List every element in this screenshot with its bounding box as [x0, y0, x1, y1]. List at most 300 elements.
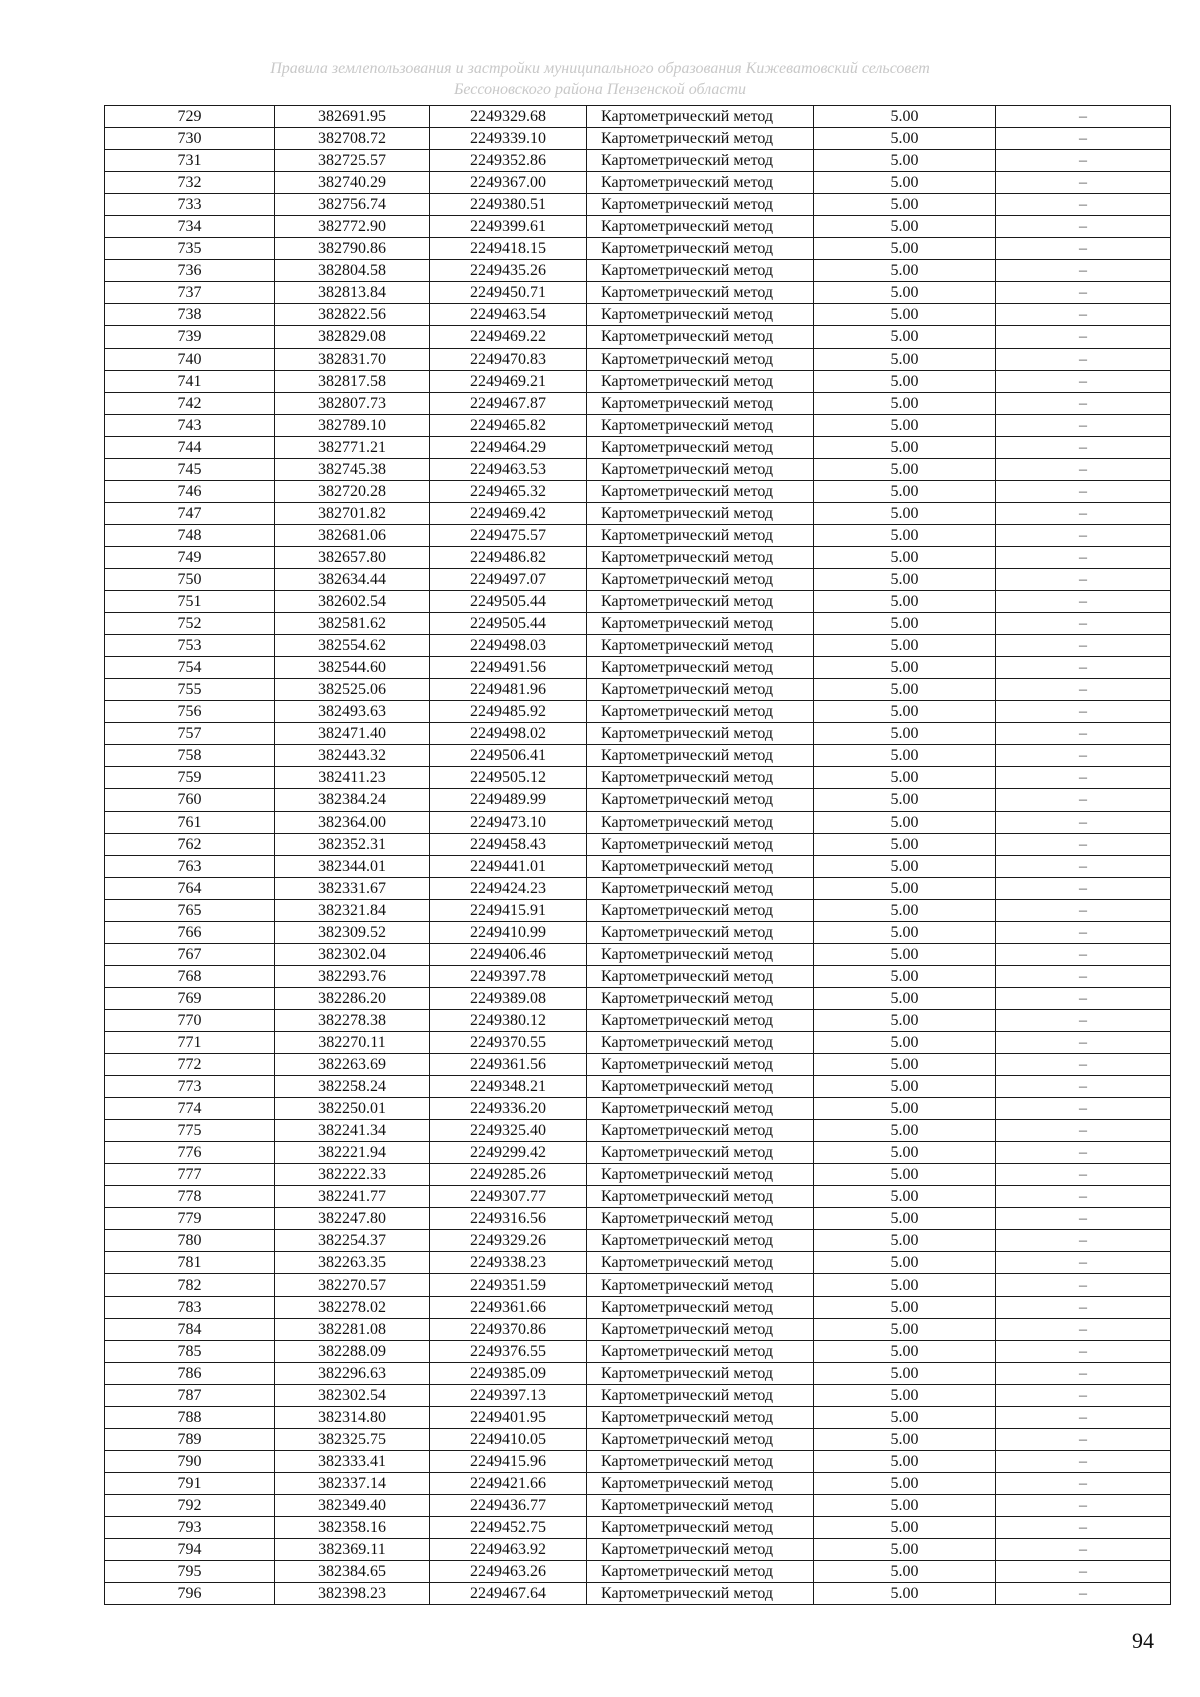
table-row — [105, 1164, 1171, 1186]
point-number-cell: 737 — [105, 282, 275, 304]
point-number-cell: 780 — [105, 1230, 275, 1252]
x-coordinate-cell: 382281.08 — [275, 1318, 430, 1340]
point-number-cell: 764 — [105, 877, 275, 899]
note-cell: – — [996, 679, 1171, 701]
table-row — [105, 635, 1171, 657]
point-number-cell: 782 — [105, 1274, 275, 1296]
point-number-cell: 781 — [105, 1252, 275, 1274]
y-coordinate-cell: 2249464.29 — [430, 436, 587, 458]
y-coordinate-cell: 2249452.75 — [430, 1517, 587, 1539]
point-number-cell: 772 — [105, 1054, 275, 1076]
table-row — [105, 1054, 1171, 1076]
note-cell: – — [996, 568, 1171, 590]
accuracy-cell: 5.00 — [814, 502, 996, 524]
method-cell: Картометрический метод — [587, 1031, 814, 1053]
method-cell: Картометрический метод — [587, 524, 814, 546]
note-cell: – — [996, 216, 1171, 238]
table-row — [105, 568, 1171, 590]
accuracy-cell: 5.00 — [814, 679, 996, 701]
x-coordinate-cell: 382602.54 — [275, 591, 430, 613]
method-cell: Картометрический метод — [587, 1406, 814, 1428]
y-coordinate-cell: 2249415.91 — [430, 899, 587, 921]
accuracy-cell: 5.00 — [814, 591, 996, 613]
y-coordinate-cell: 2249367.00 — [430, 172, 587, 194]
table-row — [105, 1539, 1171, 1561]
method-cell: Картометрический метод — [587, 546, 814, 568]
table-row — [105, 1494, 1171, 1516]
point-number-cell: 730 — [105, 128, 275, 150]
accuracy-cell: 5.00 — [814, 921, 996, 943]
accuracy-cell: 5.00 — [814, 546, 996, 568]
y-coordinate-cell: 2249336.20 — [430, 1098, 587, 1120]
point-number-cell: 774 — [105, 1098, 275, 1120]
point-number-cell: 742 — [105, 392, 275, 414]
y-coordinate-cell: 2249441.01 — [430, 855, 587, 877]
method-cell: Картометрический метод — [587, 855, 814, 877]
table-row — [105, 392, 1171, 414]
table-row — [105, 1362, 1171, 1384]
note-cell: – — [996, 1517, 1171, 1539]
point-number-cell: 771 — [105, 1031, 275, 1053]
y-coordinate-cell: 2249497.07 — [430, 568, 587, 590]
method-cell: Картометрический метод — [587, 1517, 814, 1539]
table-row — [105, 128, 1171, 150]
method-cell: Картометрический метод — [587, 723, 814, 745]
note-cell: – — [996, 546, 1171, 568]
y-coordinate-cell: 2249376.55 — [430, 1340, 587, 1362]
y-coordinate-cell: 2249348.21 — [430, 1076, 587, 1098]
x-coordinate-cell: 382411.23 — [275, 767, 430, 789]
y-coordinate-cell: 2249406.46 — [430, 943, 587, 965]
method-cell: Картометрический метод — [587, 1561, 814, 1583]
x-coordinate-cell: 382270.57 — [275, 1274, 430, 1296]
note-cell: – — [996, 1318, 1171, 1340]
point-number-cell: 733 — [105, 194, 275, 216]
accuracy-cell: 5.00 — [814, 260, 996, 282]
point-number-cell: 743 — [105, 414, 275, 436]
table-row — [105, 1098, 1171, 1120]
accuracy-cell: 5.00 — [814, 965, 996, 987]
x-coordinate-cell: 382288.09 — [275, 1340, 430, 1362]
note-cell: – — [996, 1208, 1171, 1230]
method-cell: Картометрический метод — [587, 348, 814, 370]
note-cell: – — [996, 1494, 1171, 1516]
x-coordinate-cell: 382657.80 — [275, 546, 430, 568]
x-coordinate-cell: 382756.74 — [275, 194, 430, 216]
method-cell: Картометрический метод — [587, 568, 814, 590]
method-cell: Картометрический метод — [587, 1539, 814, 1561]
point-number-cell: 775 — [105, 1120, 275, 1142]
note-cell: – — [996, 1230, 1171, 1252]
point-number-cell: 731 — [105, 150, 275, 172]
note-cell: – — [996, 1274, 1171, 1296]
x-coordinate-cell: 382813.84 — [275, 282, 430, 304]
note-cell: – — [996, 1098, 1171, 1120]
point-number-cell: 751 — [105, 591, 275, 613]
accuracy-cell: 5.00 — [814, 150, 996, 172]
method-cell: Картометрический метод — [587, 635, 814, 657]
note-cell: – — [996, 613, 1171, 635]
method-cell: Картометрический метод — [587, 1340, 814, 1362]
y-coordinate-cell: 2249450.71 — [430, 282, 587, 304]
x-coordinate-cell: 382241.34 — [275, 1120, 430, 1142]
note-cell: – — [996, 128, 1171, 150]
x-coordinate-cell: 382254.37 — [275, 1230, 430, 1252]
y-coordinate-cell: 2249339.10 — [430, 128, 587, 150]
y-coordinate-cell: 2249505.44 — [430, 613, 587, 635]
page-header — [0, 58, 1200, 100]
y-coordinate-cell: 2249491.56 — [430, 657, 587, 679]
y-coordinate-cell: 2249505.12 — [430, 767, 587, 789]
table-row — [105, 1296, 1171, 1318]
x-coordinate-cell: 382772.90 — [275, 216, 430, 238]
x-coordinate-cell: 382384.24 — [275, 789, 430, 811]
x-coordinate-cell: 382270.11 — [275, 1031, 430, 1053]
x-coordinate-cell: 382325.75 — [275, 1428, 430, 1450]
y-coordinate-cell: 2249475.57 — [430, 524, 587, 546]
accuracy-cell: 5.00 — [814, 701, 996, 723]
note-cell: – — [996, 1164, 1171, 1186]
note-cell: – — [996, 943, 1171, 965]
y-coordinate-cell: 2249421.66 — [430, 1472, 587, 1494]
y-coordinate-cell: 2249435.26 — [430, 260, 587, 282]
method-cell: Картометрический метод — [587, 745, 814, 767]
accuracy-cell: 5.00 — [814, 1583, 996, 1605]
y-coordinate-cell: 2249465.82 — [430, 414, 587, 436]
accuracy-cell: 5.00 — [814, 458, 996, 480]
accuracy-cell: 5.00 — [814, 1031, 996, 1053]
note-cell: – — [996, 502, 1171, 524]
accuracy-cell: 5.00 — [814, 128, 996, 150]
method-cell: Картометрический метод — [587, 833, 814, 855]
accuracy-cell: 5.00 — [814, 216, 996, 238]
y-coordinate-cell: 2249481.96 — [430, 679, 587, 701]
table-row — [105, 238, 1171, 260]
x-coordinate-cell: 382258.24 — [275, 1076, 430, 1098]
accuracy-cell: 5.00 — [814, 1009, 996, 1031]
note-cell: – — [996, 635, 1171, 657]
accuracy-cell: 5.00 — [814, 1428, 996, 1450]
y-coordinate-cell: 2249467.87 — [430, 392, 587, 414]
point-number-cell: 754 — [105, 657, 275, 679]
accuracy-cell: 5.00 — [814, 1340, 996, 1362]
accuracy-cell: 5.00 — [814, 855, 996, 877]
table-row — [105, 1318, 1171, 1340]
note-cell: – — [996, 326, 1171, 348]
x-coordinate-cell: 382771.21 — [275, 436, 430, 458]
note-cell: – — [996, 1362, 1171, 1384]
point-number-cell: 794 — [105, 1539, 275, 1561]
table-row — [105, 767, 1171, 789]
note-cell: – — [996, 1450, 1171, 1472]
accuracy-cell: 5.00 — [814, 1450, 996, 1472]
x-coordinate-cell: 382302.04 — [275, 943, 430, 965]
point-number-cell: 778 — [105, 1186, 275, 1208]
y-coordinate-cell: 2249325.40 — [430, 1120, 587, 1142]
point-number-cell: 757 — [105, 723, 275, 745]
accuracy-cell: 5.00 — [814, 987, 996, 1009]
table-row — [105, 1340, 1171, 1362]
point-number-cell: 766 — [105, 921, 275, 943]
x-coordinate-cell: 382817.58 — [275, 370, 430, 392]
method-cell: Картометрический метод — [587, 150, 814, 172]
accuracy-cell: 5.00 — [814, 282, 996, 304]
table-row — [105, 921, 1171, 943]
y-coordinate-cell: 2249329.68 — [430, 106, 587, 128]
method-cell: Картометрический метод — [587, 767, 814, 789]
accuracy-cell: 5.00 — [814, 172, 996, 194]
table-row — [105, 502, 1171, 524]
note-cell: – — [996, 150, 1171, 172]
accuracy-cell: 5.00 — [814, 1406, 996, 1428]
y-coordinate-cell: 2249401.95 — [430, 1406, 587, 1428]
note-cell: – — [996, 260, 1171, 282]
point-number-cell: 789 — [105, 1428, 275, 1450]
note-cell: – — [996, 987, 1171, 1009]
x-coordinate-cell: 382493.63 — [275, 701, 430, 723]
method-cell: Картометрический метод — [587, 172, 814, 194]
x-coordinate-cell: 382701.82 — [275, 502, 430, 524]
table-row — [105, 723, 1171, 745]
table-row — [105, 987, 1171, 1009]
y-coordinate-cell: 2249370.55 — [430, 1031, 587, 1053]
method-cell: Картометрический метод — [587, 1384, 814, 1406]
point-number-cell: 770 — [105, 1009, 275, 1031]
point-number-cell: 792 — [105, 1494, 275, 1516]
method-cell: Картометрический метод — [587, 1583, 814, 1605]
header-line-2: Бессоновского района Пензенской области — [453, 81, 747, 98]
point-number-cell: 744 — [105, 436, 275, 458]
table-row — [105, 657, 1171, 679]
point-number-cell: 767 — [105, 943, 275, 965]
y-coordinate-cell: 2249469.21 — [430, 370, 587, 392]
point-number-cell: 773 — [105, 1076, 275, 1098]
note-cell: – — [996, 921, 1171, 943]
table-row — [105, 1009, 1171, 1031]
table-row — [105, 1561, 1171, 1583]
accuracy-cell: 5.00 — [814, 238, 996, 260]
method-cell: Картометрический метод — [587, 392, 814, 414]
method-cell: Картометрический метод — [587, 789, 814, 811]
method-cell: Картометрический метод — [587, 1208, 814, 1230]
x-coordinate-cell: 382634.44 — [275, 568, 430, 590]
method-cell: Картометрический метод — [587, 679, 814, 701]
point-number-cell: 748 — [105, 524, 275, 546]
accuracy-cell: 5.00 — [814, 304, 996, 326]
method-cell: Картометрический метод — [587, 1098, 814, 1120]
x-coordinate-cell: 382309.52 — [275, 921, 430, 943]
x-coordinate-cell: 382302.54 — [275, 1384, 430, 1406]
point-number-cell: 788 — [105, 1406, 275, 1428]
method-cell: Картометрический метод — [587, 811, 814, 833]
note-cell: – — [996, 811, 1171, 833]
note-cell: – — [996, 1340, 1171, 1362]
accuracy-cell: 5.00 — [814, 877, 996, 899]
table-row — [105, 1472, 1171, 1494]
note-cell: – — [996, 877, 1171, 899]
point-number-cell: 739 — [105, 326, 275, 348]
x-coordinate-cell: 382789.10 — [275, 414, 430, 436]
point-number-cell: 776 — [105, 1142, 275, 1164]
x-coordinate-cell: 382222.33 — [275, 1164, 430, 1186]
accuracy-cell: 5.00 — [814, 1054, 996, 1076]
x-coordinate-cell: 382286.20 — [275, 987, 430, 1009]
accuracy-cell: 5.00 — [814, 833, 996, 855]
accuracy-cell: 5.00 — [814, 392, 996, 414]
y-coordinate-cell: 2249316.56 — [430, 1208, 587, 1230]
y-coordinate-cell: 2249463.26 — [430, 1561, 587, 1583]
point-number-cell: 759 — [105, 767, 275, 789]
point-number-cell: 793 — [105, 1517, 275, 1539]
x-coordinate-cell: 382331.67 — [275, 877, 430, 899]
accuracy-cell: 5.00 — [814, 194, 996, 216]
y-coordinate-cell: 2249498.03 — [430, 635, 587, 657]
accuracy-cell: 5.00 — [814, 1362, 996, 1384]
point-number-cell: 750 — [105, 568, 275, 590]
accuracy-cell: 5.00 — [814, 767, 996, 789]
table-row — [105, 613, 1171, 635]
y-coordinate-cell: 2249370.86 — [430, 1318, 587, 1340]
accuracy-cell: 5.00 — [814, 943, 996, 965]
x-coordinate-cell: 382544.60 — [275, 657, 430, 679]
note-cell: – — [996, 745, 1171, 767]
method-cell: Картометрический метод — [587, 943, 814, 965]
x-coordinate-cell: 382352.31 — [275, 833, 430, 855]
point-number-cell: 761 — [105, 811, 275, 833]
note-cell: – — [996, 106, 1171, 128]
table-row — [105, 1208, 1171, 1230]
accuracy-cell: 5.00 — [814, 1318, 996, 1340]
x-coordinate-cell: 382263.69 — [275, 1054, 430, 1076]
accuracy-cell: 5.00 — [814, 723, 996, 745]
table-row — [105, 546, 1171, 568]
y-coordinate-cell: 2249385.09 — [430, 1362, 587, 1384]
method-cell: Картометрический метод — [587, 1450, 814, 1472]
method-cell: Картометрический метод — [587, 613, 814, 635]
method-cell: Картометрический метод — [587, 1054, 814, 1076]
point-number-cell: 749 — [105, 546, 275, 568]
y-coordinate-cell: 2249473.10 — [430, 811, 587, 833]
method-cell: Картометрический метод — [587, 965, 814, 987]
point-number-cell: 745 — [105, 458, 275, 480]
method-cell: Картометрический метод — [587, 480, 814, 502]
table-row — [105, 326, 1171, 348]
note-cell: – — [996, 392, 1171, 414]
point-number-cell: 787 — [105, 1384, 275, 1406]
y-coordinate-cell: 2249485.92 — [430, 701, 587, 723]
y-coordinate-cell: 2249424.23 — [430, 877, 587, 899]
y-coordinate-cell: 2249505.44 — [430, 591, 587, 613]
method-cell: Картометрический метод — [587, 877, 814, 899]
note-cell: – — [996, 458, 1171, 480]
point-number-cell: 740 — [105, 348, 275, 370]
note-cell: – — [996, 524, 1171, 546]
method-cell: Картометрический метод — [587, 370, 814, 392]
y-coordinate-cell: 2249436.77 — [430, 1494, 587, 1516]
table-row — [105, 1252, 1171, 1274]
accuracy-cell: 5.00 — [814, 899, 996, 921]
y-coordinate-cell: 2249463.54 — [430, 304, 587, 326]
y-coordinate-cell: 2249397.13 — [430, 1384, 587, 1406]
table-row — [105, 458, 1171, 480]
point-number-cell: 760 — [105, 789, 275, 811]
y-coordinate-cell: 2249463.53 — [430, 458, 587, 480]
note-cell: – — [996, 414, 1171, 436]
y-coordinate-cell: 2249352.86 — [430, 150, 587, 172]
accuracy-cell: 5.00 — [814, 1142, 996, 1164]
x-coordinate-cell: 382263.35 — [275, 1252, 430, 1274]
note-cell: – — [996, 304, 1171, 326]
table-row — [105, 436, 1171, 458]
x-coordinate-cell: 382525.06 — [275, 679, 430, 701]
y-coordinate-cell: 2249489.99 — [430, 789, 587, 811]
method-cell: Картометрический метод — [587, 1142, 814, 1164]
accuracy-cell: 5.00 — [814, 1274, 996, 1296]
accuracy-cell: 5.00 — [814, 348, 996, 370]
table-row — [105, 1142, 1171, 1164]
point-number-cell: 779 — [105, 1208, 275, 1230]
table-row — [105, 282, 1171, 304]
point-number-cell: 769 — [105, 987, 275, 1009]
note-cell: – — [996, 1296, 1171, 1318]
table-row — [105, 1031, 1171, 1053]
x-coordinate-cell: 382344.01 — [275, 855, 430, 877]
table-row — [105, 1384, 1171, 1406]
note-cell: – — [996, 965, 1171, 987]
table-row — [105, 216, 1171, 238]
table-row — [105, 1406, 1171, 1428]
x-coordinate-cell: 382443.32 — [275, 745, 430, 767]
y-coordinate-cell: 2249410.05 — [430, 1428, 587, 1450]
note-cell: – — [996, 789, 1171, 811]
accuracy-cell: 5.00 — [814, 370, 996, 392]
method-cell: Картометрический метод — [587, 987, 814, 1009]
note-cell: – — [996, 1252, 1171, 1274]
accuracy-cell: 5.00 — [814, 1252, 996, 1274]
x-coordinate-cell: 382708.72 — [275, 128, 430, 150]
x-coordinate-cell: 382740.29 — [275, 172, 430, 194]
table-row — [105, 524, 1171, 546]
table-row — [105, 833, 1171, 855]
table-row — [105, 745, 1171, 767]
coordinates-table-body — [105, 106, 1171, 1605]
note-cell: – — [996, 1054, 1171, 1076]
y-coordinate-cell: 2249380.51 — [430, 194, 587, 216]
table-row — [105, 899, 1171, 921]
y-coordinate-cell: 2249469.42 — [430, 502, 587, 524]
table-row — [105, 1120, 1171, 1142]
point-number-cell: 747 — [105, 502, 275, 524]
y-coordinate-cell: 2249458.43 — [430, 833, 587, 855]
note-cell: – — [996, 1428, 1171, 1450]
note-cell: – — [996, 436, 1171, 458]
accuracy-cell: 5.00 — [814, 568, 996, 590]
method-cell: Картометрический метод — [587, 591, 814, 613]
point-number-cell: 746 — [105, 480, 275, 502]
y-coordinate-cell: 2249361.56 — [430, 1054, 587, 1076]
point-number-cell: 796 — [105, 1583, 275, 1605]
method-cell: Картометрический метод — [587, 1009, 814, 1031]
point-number-cell: 756 — [105, 701, 275, 723]
accuracy-cell: 5.00 — [814, 326, 996, 348]
x-coordinate-cell: 382554.62 — [275, 635, 430, 657]
table-row — [105, 304, 1171, 326]
point-number-cell: 753 — [105, 635, 275, 657]
x-coordinate-cell: 382725.57 — [275, 150, 430, 172]
x-coordinate-cell: 382471.40 — [275, 723, 430, 745]
point-number-cell: 785 — [105, 1340, 275, 1362]
x-coordinate-cell: 382831.70 — [275, 348, 430, 370]
